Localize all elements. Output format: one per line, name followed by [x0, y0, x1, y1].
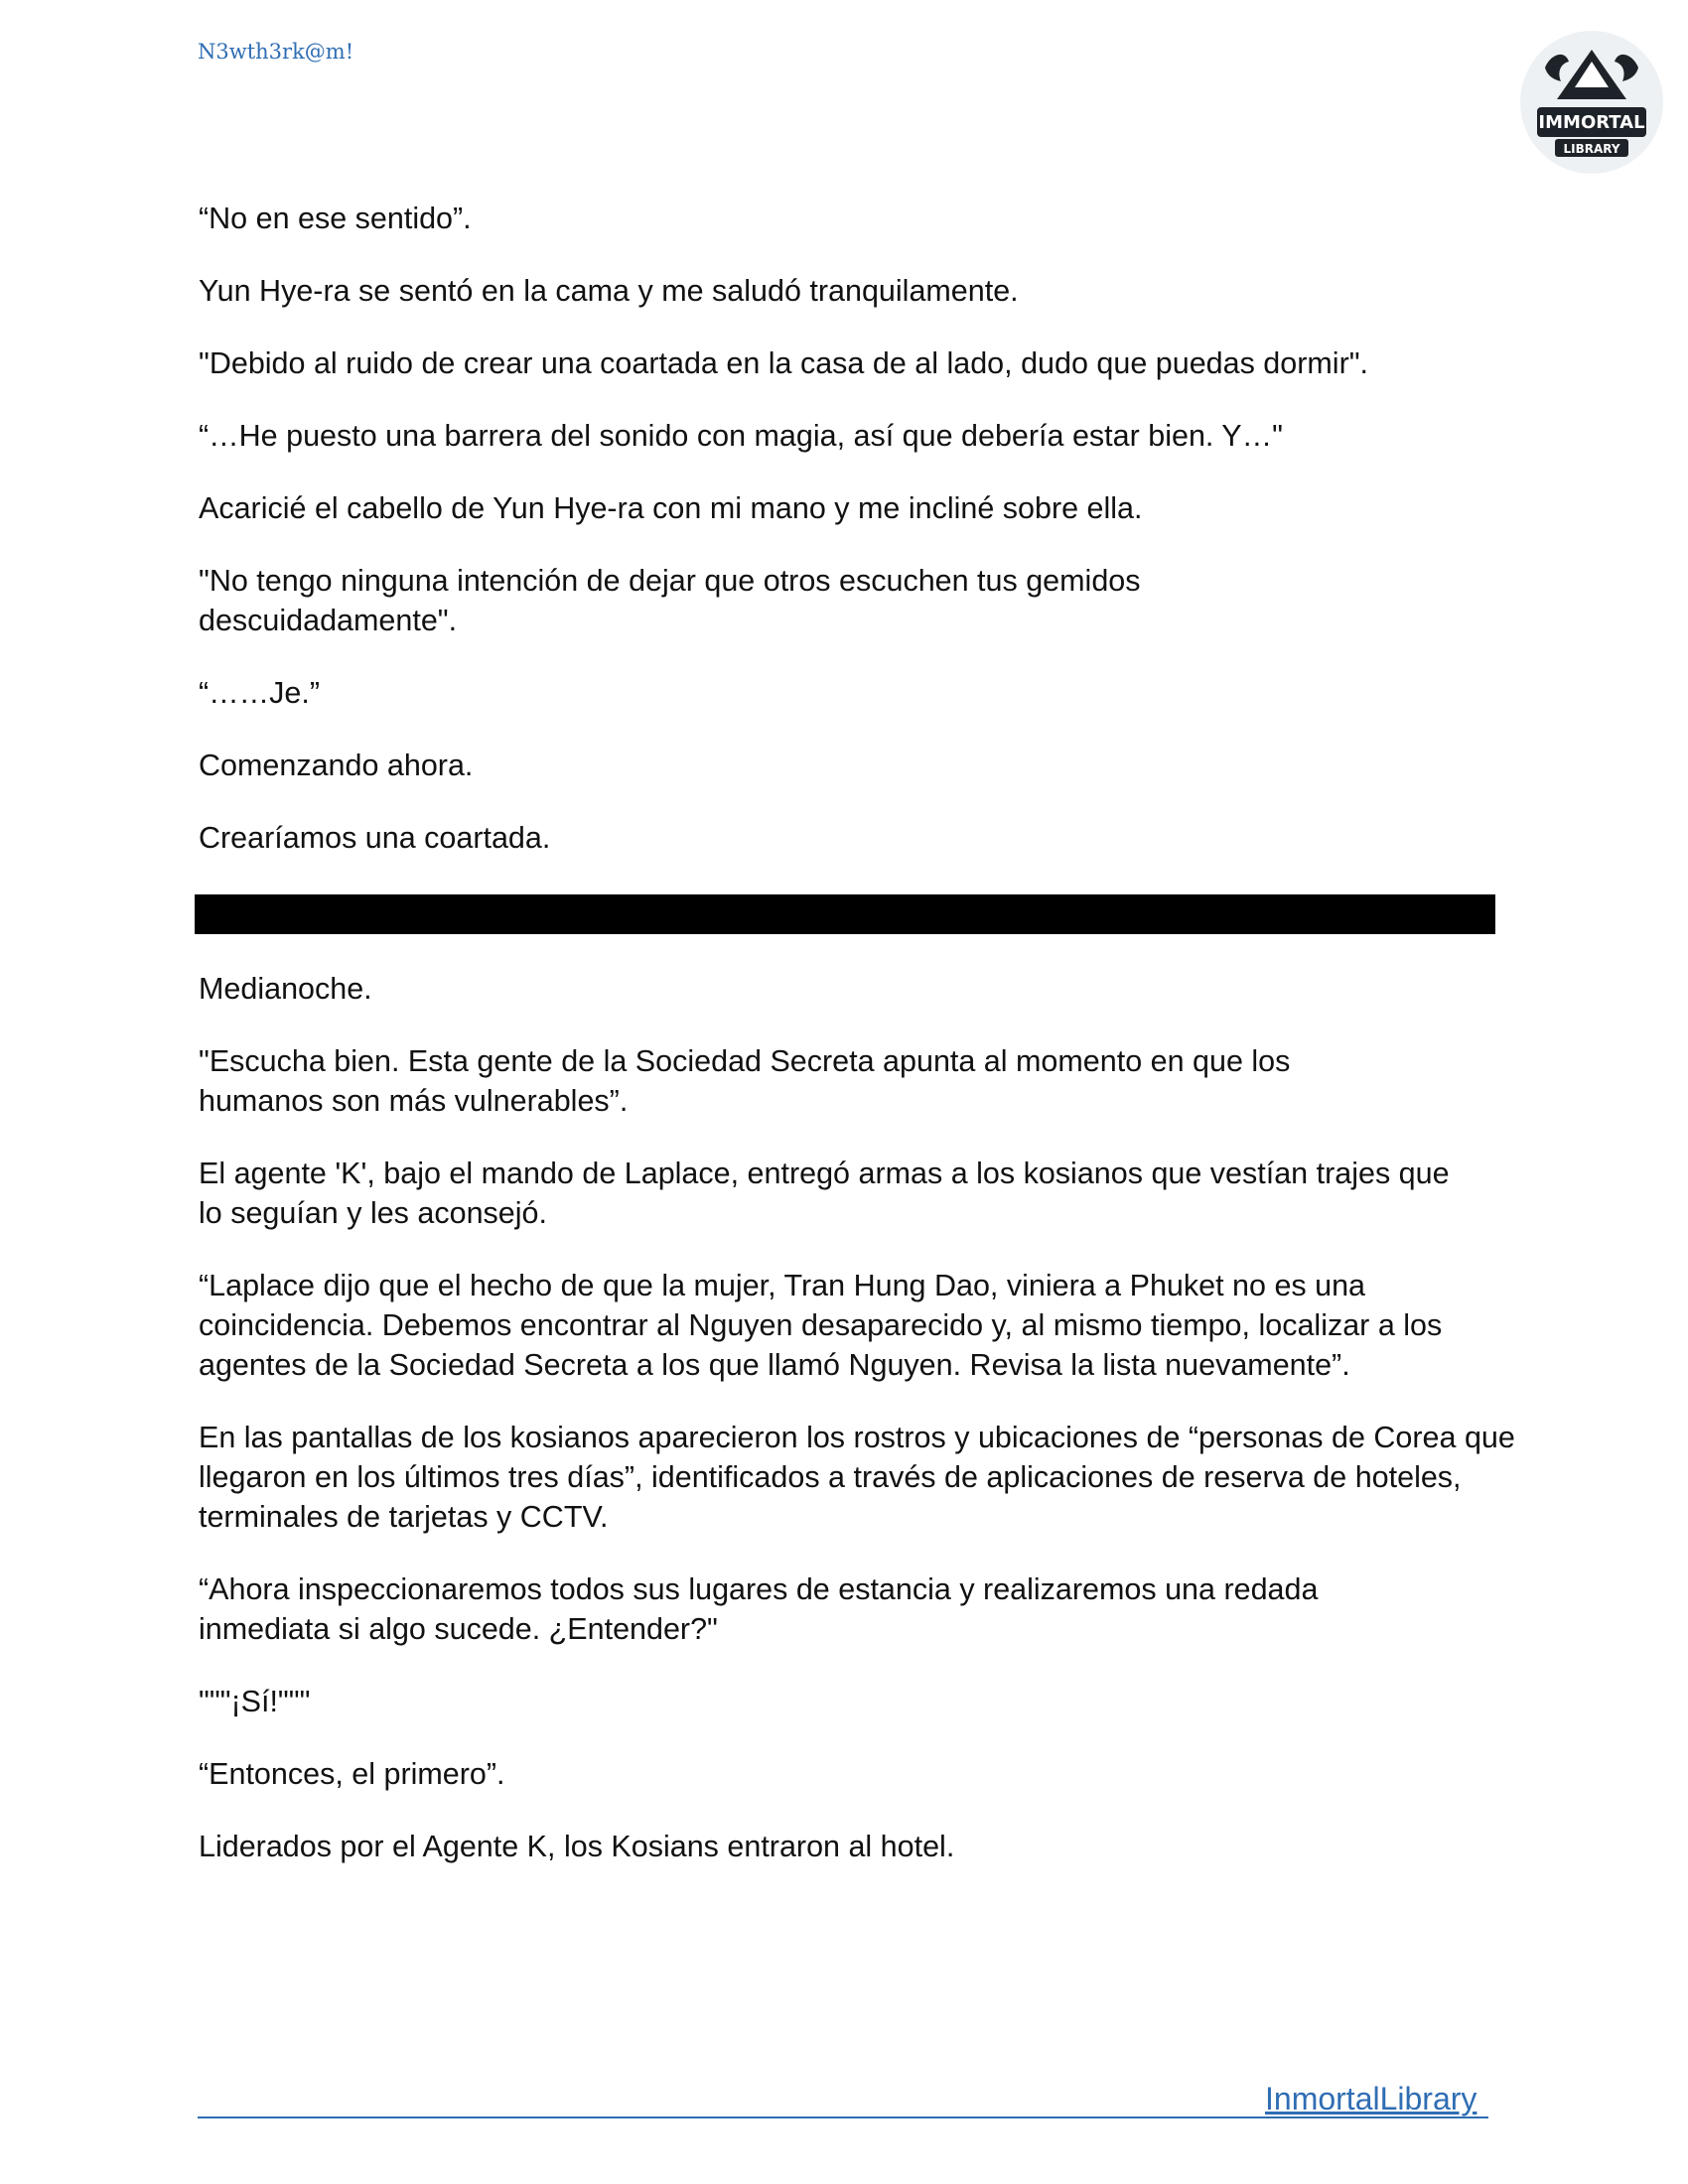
logo-line2: LIBRARY: [1563, 142, 1620, 156]
body-text-top: [199, 199, 1509, 890]
paragraph: “…He puesto una barrera del sonido con magia, así que debería estar bien. Y…": [199, 419, 1283, 453]
paragraph: "Escucha bien. Esta gente de la Sociedad Secreta apunta al momento en que los humanos son más vulnerables”.: [199, 1044, 1291, 1118]
paragraph: El agente 'K', bajo el mando de Laplace, entregó armas a los kosianos que vestían trajes que lo seguían y les aconsejó.: [199, 1157, 1450, 1230]
section-divider: [195, 894, 1495, 934]
paragraph: “No en ese sentido”.: [199, 202, 472, 235]
paragraph: Medianoche.: [199, 972, 372, 1006]
header-watermark: N3wth3rk@m!: [198, 40, 354, 64]
paragraph: """¡Sí!""": [199, 1685, 311, 1718]
paragraph: "No tengo ninguna intención de dejar que otros escuchen tus gemidos descuidadamente".: [199, 564, 1141, 637]
paragraph: Acaricié el cabello de Yun Hye-ra con mi mano y me incliné sobre ella.: [199, 491, 1143, 525]
paragraph: "Debido al ruido de crear una coartada en la casa de al lado, dudo que puedas dormir".: [199, 346, 1369, 380]
paragraph: En las pantallas de los kosianos aparecieron los rostros y ubicaciones de “personas de Corea que llegaron en los últimos tres días”, identificados a través de aplicaciones de reserva de hoteles, terminales de tarjetas y CCTV.: [199, 1421, 1515, 1534]
paragraph: “Ahora inspeccionaremos todos sus lugares de estancia y realizaremos una redada inmediata si algo sucede. ¿Entender?": [199, 1572, 1319, 1646]
footer-link[interactable]: InmortalLibrary: [1265, 2081, 1477, 2116]
paragraph: Liderados por el Agente K, los Kosians entraron al hotel.: [199, 1830, 955, 1863]
paragraph: “……Je.”: [199, 676, 320, 710]
paragraph: Comenzando ahora.: [199, 749, 474, 782]
paragraph: “Laplace dijo que el hecho de que la mujer, Tran Hung Dao, viniera a Phuket no es una coincidencia. Debemos encontrar al Nguyen desaparecido y, al mismo tiempo, localizar a los agentes de la Sociedad Secreta a los que llamó Nguyen. Revisa la lista nuevamente”.: [199, 1269, 1443, 1382]
paragraph: Yun Hye-ra se sentó en la cama y me saludó tranquilamente.: [199, 274, 1019, 308]
logo-line1: IMMORTAL: [1538, 112, 1645, 133]
body-text-bottom: [199, 969, 1515, 1899]
immortal-library-logo-icon: [1517, 28, 1666, 177]
paragraph: Crearíamos una coartada.: [199, 821, 551, 855]
paragraph: “Entonces, el primero”.: [199, 1757, 505, 1791]
